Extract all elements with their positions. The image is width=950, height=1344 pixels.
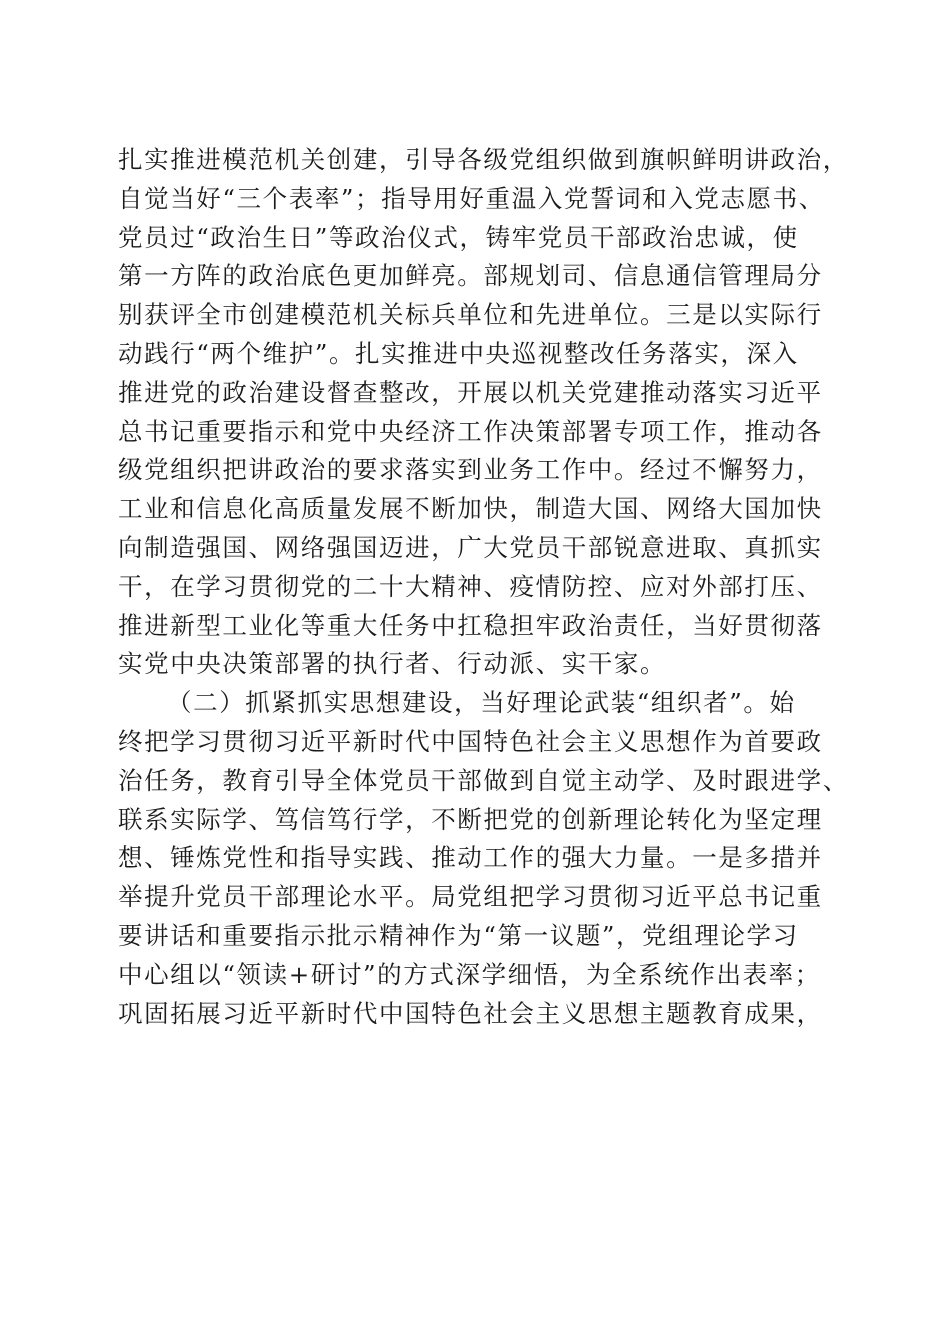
- text-line: 中心组以“领读+研讨”的方式深学细悟，为全系统作出表率；: [118, 959, 821, 989]
- text-line: 党员过“政治生日”等政治仪式，铸牢党员干部政治忠诚，使: [118, 222, 799, 252]
- text-line: 联系实际学、笃信笃行学，不断把党的创新理论转化为坚定理: [118, 804, 823, 834]
- text-line: 第一方阵的政治底色更加鲜亮。部规划司、信息通信管理局分: [118, 261, 823, 291]
- text-line: 推进新型工业化等重大任务中扛稳担牢政治责任，当好贯彻落: [118, 610, 823, 640]
- section-heading-line: （二）抓紧抓实思想建设，当好理论武装“组织者”。始: [167, 688, 796, 718]
- text-line: 想、锤炼党性和指导实践、推动工作的强大力量。一是多措并: [118, 843, 823, 873]
- text-line: 工业和信息化高质量发展不断加快，制造大国、网络大国加快: [118, 494, 823, 524]
- text-line: 向制造强国、网络强国迈进，广大党员干部锐意进取、真抓实: [118, 532, 823, 562]
- text-line: 巩固拓展习近平新时代中国特色社会主义思想主题教育成果，: [118, 998, 823, 1028]
- text-line: 治任务，教育引导全体党员干部做到自觉主动学、及时跟进学、: [118, 765, 849, 795]
- text-line: 实党中央决策部署的执行者、行动派、实干家。: [118, 649, 667, 679]
- body-text: [118, 141, 849, 1033]
- text-line: 别获评全市创建模范机关标兵单位和先进单位。三是以实际行: [118, 300, 823, 330]
- text-line: 推进党的政治建设督查整改，开展以机关党建推动落实习近平: [118, 377, 823, 407]
- text-line: 级党组织把讲政治的要求落实到业务工作中。经过不懈努力，: [118, 455, 823, 485]
- text-line: 要讲话和重要指示批示精神作为“第一议题”，党组理论学习: [118, 920, 799, 950]
- text-line: 动践行“两个维护”。扎实推进中央巡视整改任务落实，深入: [118, 338, 799, 368]
- text-line: 终把学习贯彻习近平新时代中国特色社会主义思想作为首要政: [118, 726, 823, 756]
- text-line: 自觉当好“三个表率”；指导用好重温入党誓词和入党志愿书、: [118, 183, 825, 213]
- text-line: 举提升党员干部理论水平。局党组把学习贯彻习近平总书记重: [118, 882, 823, 912]
- text-line: 干，在学习贯彻党的二十大精神、疫情防控、应对外部打压、: [118, 571, 823, 601]
- text-line: 总书记重要指示和党中央经济工作决策部署专项工作，推动各: [118, 416, 823, 446]
- text-line: 扎实推进模范机关创建，引导各级党组织做到旗帜鲜明讲政治，: [118, 145, 849, 174]
